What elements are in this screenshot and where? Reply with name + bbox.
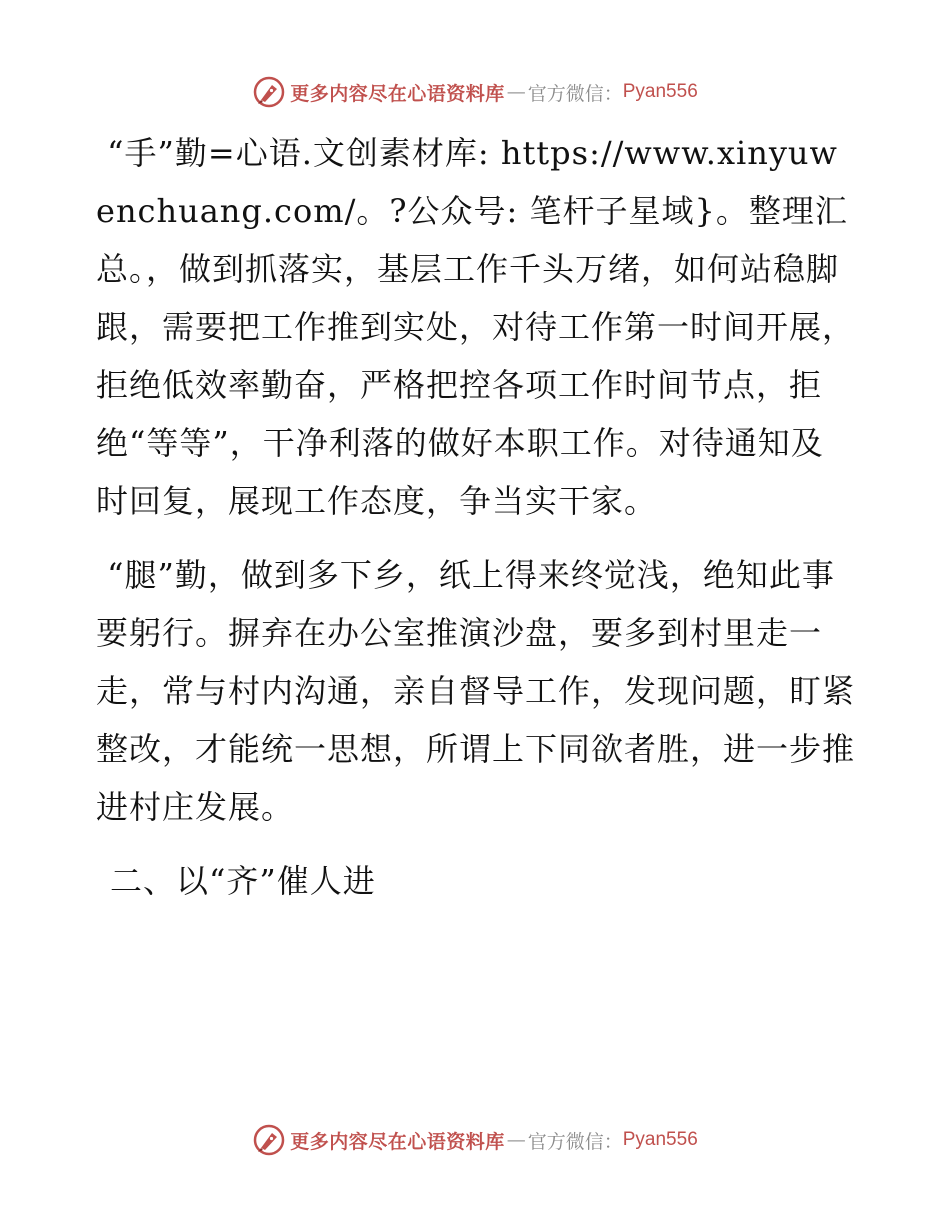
banner-dash: —: [506, 81, 526, 103]
paragraph-leg-diligence: “腿”勤，做到多下乡，纸上得来终觉浅，绝知此事要躬行。摒弃在办公室推演沙盘，要多到村里走一走，常与村内沟通，亲自督导工作，发现问题，盯紧整改，才能统一思想，所谓上下同欲者胜，进一步推进村庄发展。: [96, 556, 856, 826]
paragraph-hand-diligence: “手”勤=心语.文创素材库: https://www.xinyuwenchuang.com/。?公众号: 笔杆子星域}。整理汇总。，做到抓落实，基层工作千头万绪，如何站稳脚跟，需要把工作推到实处，对待工作第一时间开展，拒绝低效率勤奋，严格把控各项工作时间节点，拒绝“等等”，干净利落的做好本职工作。对待通知及时回复，展现工作态度，争当实干家。: [96, 134, 856, 520]
pen-nib-logo-icon: [252, 75, 286, 109]
document-body: [96, 124, 856, 910]
banner-wechat-id: Pyan556: [622, 81, 698, 102]
banner-wechat-id: Pyan556: [622, 1129, 698, 1150]
banner-dash: —: [506, 1129, 526, 1151]
banner-red-text: 更多内容尽在心语资料库: [290, 1130, 505, 1153]
banner-wechat-label: 官方微信：: [527, 82, 623, 105]
banner-red-text: 更多内容尽在心语资料库: [290, 82, 505, 105]
footer-watermark-banner: [0, 1120, 950, 1160]
banner-wechat-label: 官方微信：: [527, 1130, 623, 1153]
section-heading: 二、以“齐”催人进: [110, 862, 376, 900]
header-watermark-banner: [0, 72, 950, 112]
pen-nib-logo-icon: [252, 1123, 286, 1157]
